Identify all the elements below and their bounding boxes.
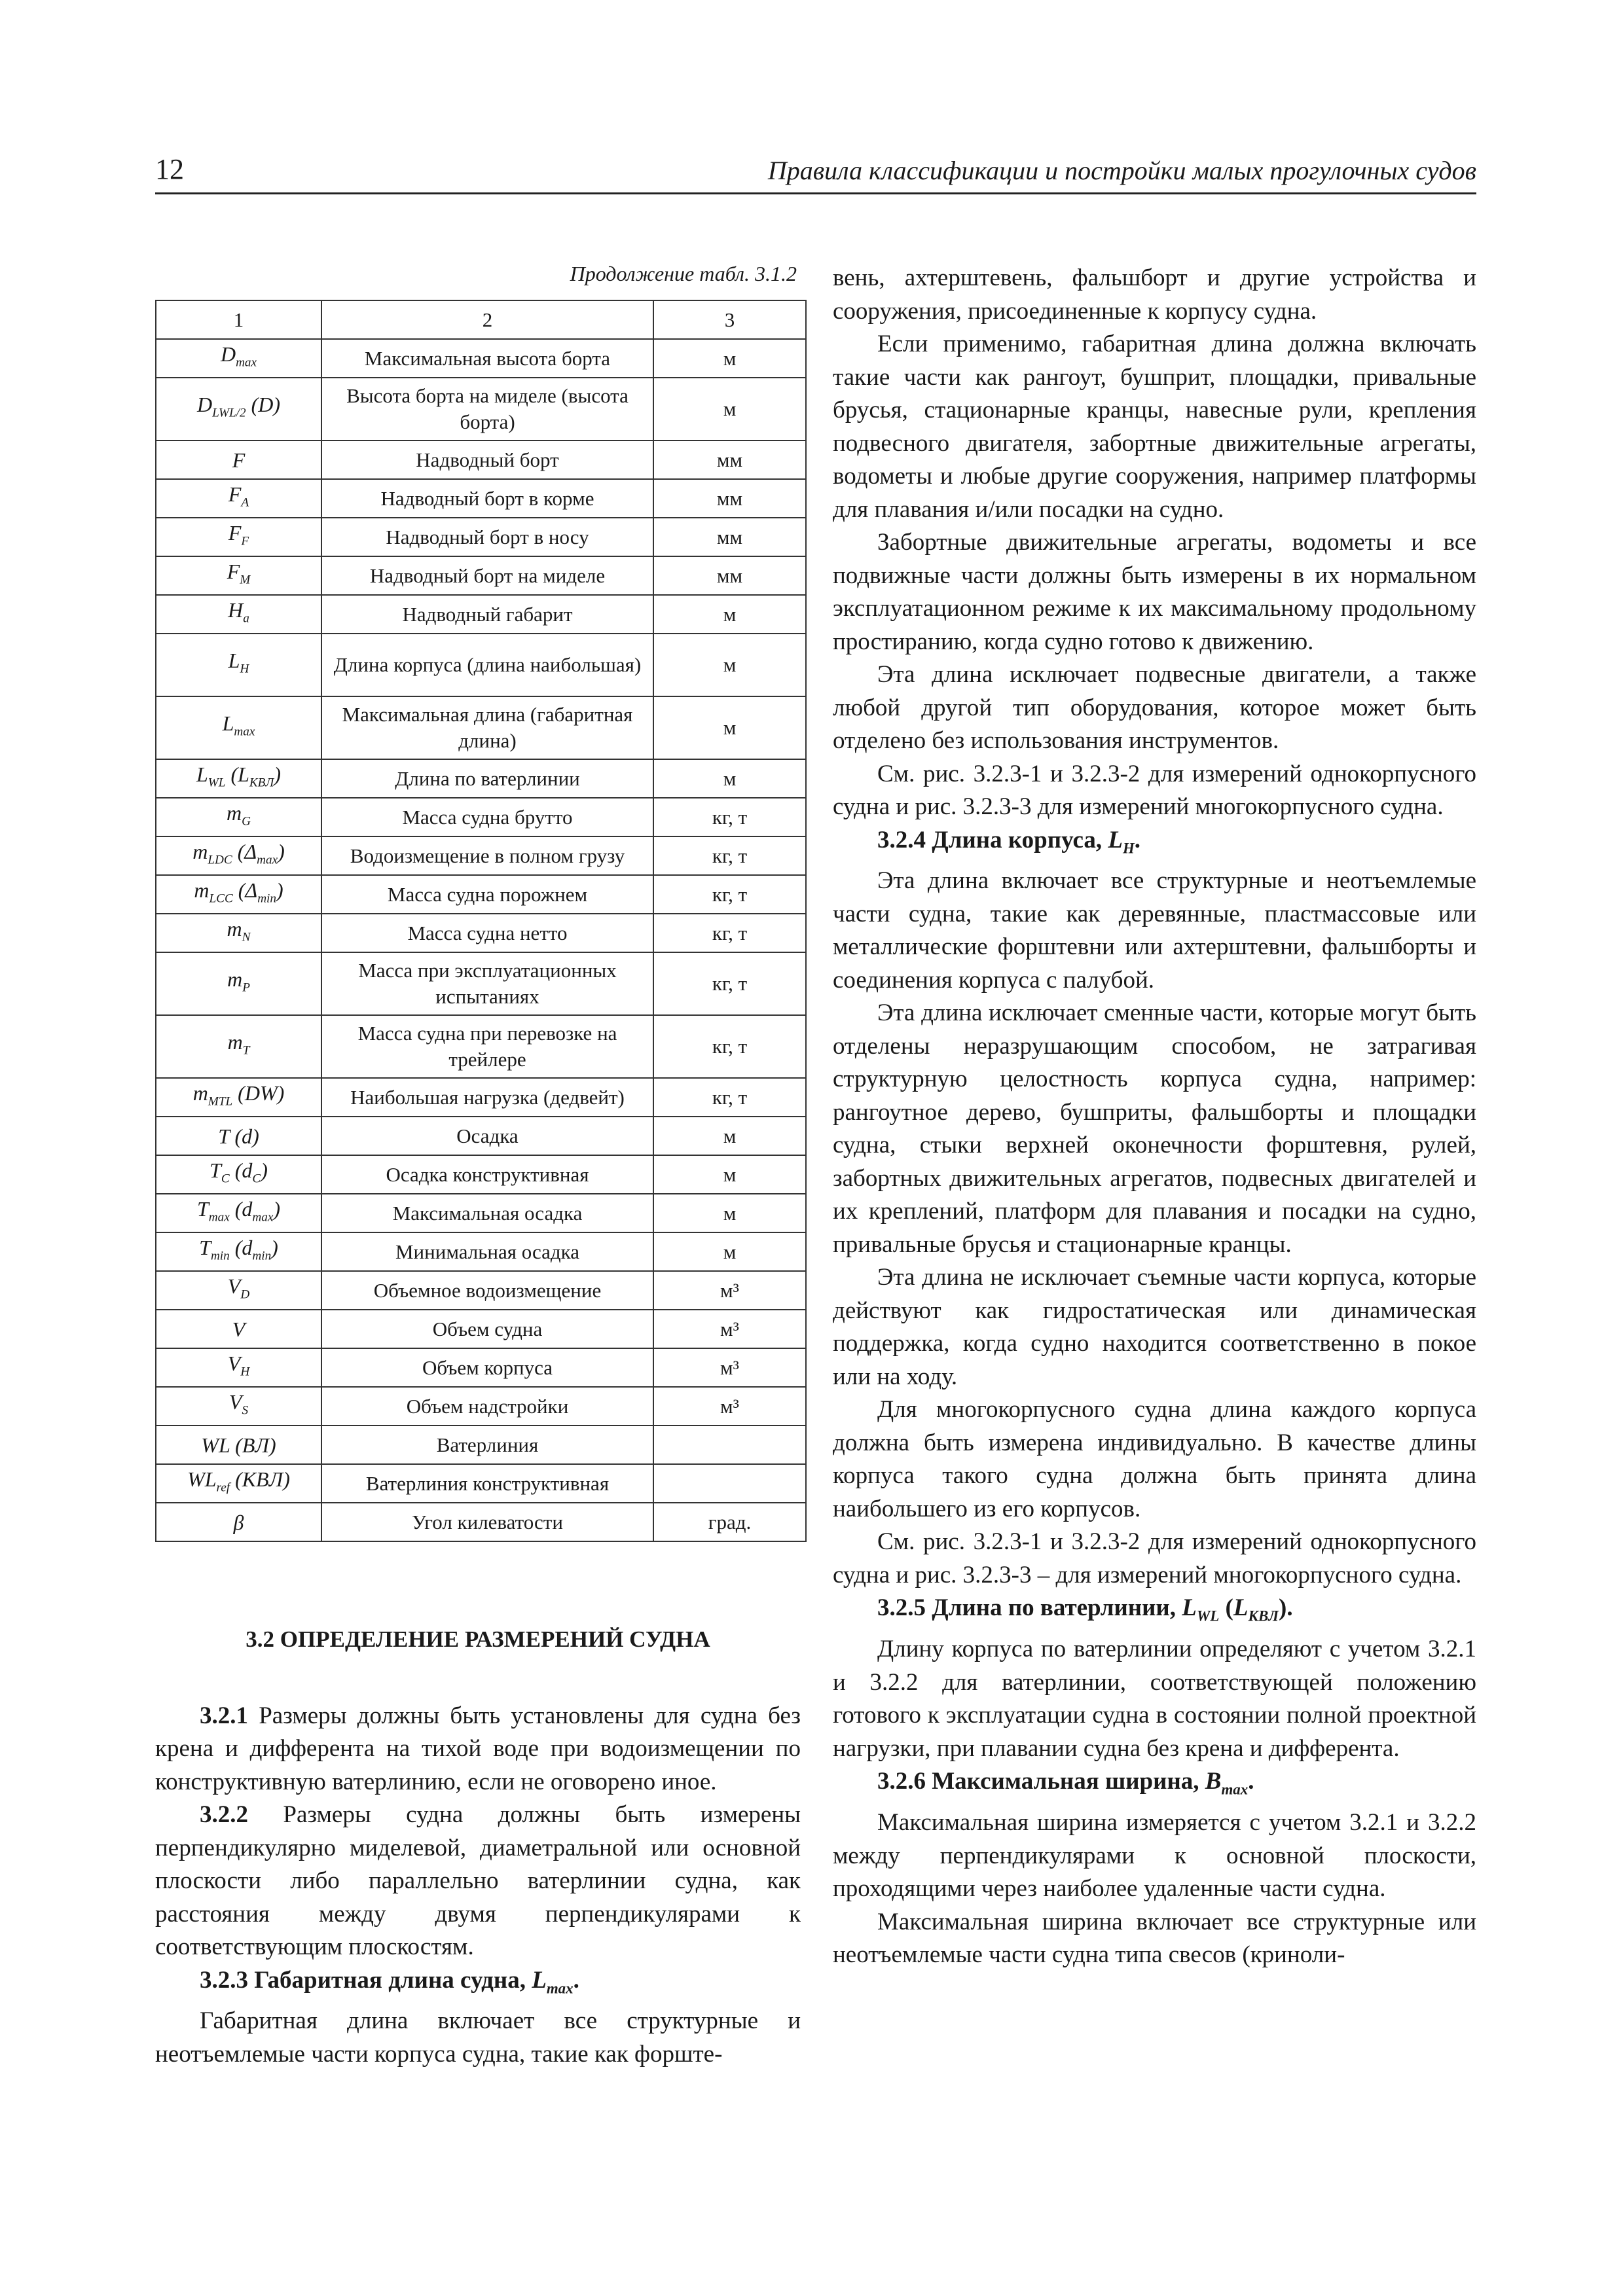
unit-cell: кг, т bbox=[653, 914, 806, 952]
column-header-3: 3 bbox=[653, 300, 806, 339]
paragraph-continued: вень, ахтерштевень, фальшборт и другие устройства и сооружения, присоединенные к корпусу судна. bbox=[833, 264, 1476, 325]
page-number: 12 bbox=[155, 153, 184, 185]
symbol-cell: $m_{LCC}$ $(\Delta_{min})$ bbox=[156, 875, 321, 914]
table-row bbox=[156, 1078, 806, 1117]
table-row bbox=[156, 914, 806, 952]
heading-3-2-3: 3.2.3 Габаритная длина судна, $L_{max}$. bbox=[200, 1966, 579, 1996]
description-cell: Максимальная длина (габаритная длина) bbox=[321, 696, 653, 759]
section-title: 3.2 ОПРЕДЕЛЕНИЕ РАЗМЕРЕНИЙ СУДНА bbox=[246, 1626, 710, 1652]
unit-cell: кг, т bbox=[653, 798, 806, 836]
table-caption: Продолжение табл. 3.1.2 bbox=[570, 262, 797, 285]
paragraph: Если применимо, габаритная длина должна включать такие части как рангоут, бушприт, площадки, привальные брусья, стационарные кранцы, навесные рули, крепления подвесного двигателя, забортные движительные агрегаты, водометы и любые другие сооружения, например платформы для плавания и/или посадки на судно. bbox=[833, 331, 1476, 523]
symbol-cell: $WL_{ref}$ (КВЛ) bbox=[156, 1464, 321, 1503]
table-row bbox=[156, 1271, 806, 1310]
table-row bbox=[156, 595, 806, 634]
description-cell: Ватерлиния конструктивная bbox=[321, 1464, 653, 1503]
description-cell: Надводный борт в корме bbox=[321, 479, 653, 518]
table-row bbox=[156, 479, 806, 518]
unit-cell: м³ bbox=[653, 1271, 806, 1310]
unit-cell: мм bbox=[653, 479, 806, 518]
unit-cell: кг, т bbox=[653, 1078, 806, 1117]
symbol-cell: $D_{LWL/2}$ (D) bbox=[156, 378, 321, 440]
left-column-text bbox=[155, 1623, 801, 2071]
table-row bbox=[156, 1464, 806, 1503]
description-cell: Минимальная осадка bbox=[321, 1232, 653, 1271]
description-cell: Масса судна нетто bbox=[321, 914, 653, 952]
paragraph: См. рис. 3.2.3-1 и 3.2.3-2 для измерений однокорпусного судна и рис. 3.2.3-3 – для измерений многокорпусного судна. bbox=[833, 1528, 1476, 1588]
description-cell: Объемное водоизмещение bbox=[321, 1271, 653, 1310]
symbol-cell: β bbox=[156, 1503, 321, 1541]
unit-cell: мм bbox=[653, 556, 806, 595]
description-cell: Осадка bbox=[321, 1117, 653, 1155]
unit-cell: м bbox=[653, 696, 806, 759]
table-row bbox=[156, 339, 806, 378]
unit-cell: м bbox=[653, 1155, 806, 1194]
description-cell: Объем корпуса bbox=[321, 1348, 653, 1387]
symbol-cell: $T_{max}$ $(d_{max})$ bbox=[156, 1194, 321, 1232]
unit-cell: м bbox=[653, 634, 806, 696]
symbol-cell: $L_{max}$ bbox=[156, 696, 321, 759]
table-row bbox=[156, 1155, 806, 1194]
table-row bbox=[156, 1348, 806, 1387]
symbol-cell: $m_G$ bbox=[156, 798, 321, 836]
page-header bbox=[155, 154, 1476, 194]
table-row bbox=[156, 440, 806, 479]
description-cell: Надводный габарит bbox=[321, 595, 653, 634]
heading-3-2-4: 3.2.4 Длина корпуса, $L_H$. bbox=[877, 826, 1141, 856]
symbol-cell: $T_C$ $(d_C)$ bbox=[156, 1155, 321, 1194]
table-row bbox=[156, 556, 806, 595]
paragraph: Для многокорпусного судна длина каждого корпуса должна быть измерена индивидуально. В качестве длины корпуса такого судна должна быть принята длина наибольшего из его корпусов. bbox=[833, 1396, 1476, 1522]
table-row bbox=[156, 378, 806, 440]
unit-cell: м bbox=[653, 759, 806, 798]
paragraph: Длину корпуса по ватерлинии определяют с учетом 3.2.1 и 3.2.2 для ватерлинии, соответствующей положению готового к эксплуатации судна в состоянии полной проектной нагрузки, при плавании судна без крена и дифферента. bbox=[833, 1636, 1476, 1762]
column-header-1: 1 bbox=[156, 300, 321, 339]
symbol-cell: $F_F$ bbox=[156, 518, 321, 556]
unit-cell: кг, т bbox=[653, 952, 806, 1015]
unit-cell: м bbox=[653, 595, 806, 634]
unit-cell: мм bbox=[653, 440, 806, 479]
description-cell: Угол килеватости bbox=[321, 1503, 653, 1541]
heading-3-2-5: 3.2.5 Длина по ватерлинии, $L_{WL}$ $(L_{КВЛ})$. bbox=[877, 1594, 1293, 1624]
unit-cell: м³ bbox=[653, 1387, 806, 1426]
table-header-row bbox=[156, 300, 806, 339]
clause-number: 3.2.1 bbox=[200, 1702, 248, 1729]
table-row bbox=[156, 696, 806, 759]
description-cell: Ватерлиния bbox=[321, 1426, 653, 1464]
symbol-cell: $D_{max}$ bbox=[156, 339, 321, 378]
table-row bbox=[156, 1503, 806, 1541]
symbol-cell: $V_H$ bbox=[156, 1348, 321, 1387]
unit-cell: кг, т bbox=[653, 1015, 806, 1078]
unit-cell: м bbox=[653, 1232, 806, 1271]
symbol-cell: $L_{WL}$ $(L_{КВЛ})$ bbox=[156, 759, 321, 798]
symbol-cell: $H_a$ bbox=[156, 595, 321, 634]
description-cell: Масса при эксплуатационных испытаниях bbox=[321, 952, 653, 1015]
paragraph-3-2-1: 3.2.1 Размеры должны быть установлены для судна без крена и дифферента на тихой воде при водоизмещении по конструктивную ватерлинию, если не оговорено иное. bbox=[155, 1702, 801, 1795]
unit-cell: м bbox=[653, 1117, 806, 1155]
paragraph: См. рис. 3.2.3-1 и 3.2.3-2 для измерений однокорпусного судна и рис. 3.2.3-3 для измерений многокорпусного судна. bbox=[833, 760, 1476, 820]
description-cell: Длина корпуса (длина наибольшая) bbox=[321, 634, 653, 696]
symbol-cell: $F_A$ bbox=[156, 479, 321, 518]
symbol-cell: $V_S$ bbox=[156, 1387, 321, 1426]
unit-cell: м bbox=[653, 339, 806, 378]
paragraph-3-2-2: 3.2.2 Размеры судна должны быть измерены перпендикулярно миделевой, диаметральной или основной плоскости либо параллельно ватерлинии судна, как расстояния между двумя перпендикулярами к соответствующим плоскостям. bbox=[155, 1801, 801, 1960]
unit-cell bbox=[653, 1464, 806, 1503]
paragraph: Эта длина исключает сменные части, которые могут быть отделены неразрушающим способом, не затрагивая структурную целостность корпуса судна, например: рангоутное дерево, бушприты, фальшборты и площадки судна, стыки верхней оконечности форштевня, рулей, забортных движительных агрегатов, подвесных двигателей и их креплений, платформ для плавания и посадки на судно, привальные брусья и стационарные кранцы. bbox=[833, 999, 1476, 1258]
table-row bbox=[156, 518, 806, 556]
description-cell: Максимальная осадка bbox=[321, 1194, 653, 1232]
description-cell: Объем судна bbox=[321, 1310, 653, 1348]
clause-number: 3.2.2 bbox=[200, 1801, 248, 1828]
table-row bbox=[156, 1387, 806, 1426]
description-cell: Наибольшая нагрузка (дедвейт) bbox=[321, 1078, 653, 1117]
right-column-text bbox=[833, 262, 1476, 1972]
symbol-cell: $m_P$ bbox=[156, 952, 321, 1015]
description-cell: Надводный борт на миделе bbox=[321, 556, 653, 595]
table-row bbox=[156, 875, 806, 914]
table-row bbox=[156, 1015, 806, 1078]
paragraph: Максимальная ширина включает все структурные или неотъемлемые части судна типа свесов (криноли- bbox=[833, 1908, 1476, 1969]
symbol-cell: V bbox=[156, 1310, 321, 1348]
description-cell: Высота борта на миделе (высота борта) bbox=[321, 378, 653, 440]
symbol-cell: $F_M$ bbox=[156, 556, 321, 595]
paragraph: Эта длина исключает подвесные двигатели, а также любой другой тип оборудования, которое может быть отделено без использования инструментов. bbox=[833, 661, 1476, 754]
table-row bbox=[156, 1232, 806, 1271]
unit-cell: кг, т bbox=[653, 875, 806, 914]
heading-3-2-6: 3.2.6 Максимальная ширина, $B_{max}$. bbox=[877, 1768, 1254, 1798]
symbol-cell: $m_N$ bbox=[156, 914, 321, 952]
unit-cell: м bbox=[653, 1194, 806, 1232]
description-cell: Максимальная высота борта bbox=[321, 339, 653, 378]
unit-cell: кг, т bbox=[653, 836, 806, 875]
column-header-2: 2 bbox=[321, 300, 653, 339]
table-row bbox=[156, 836, 806, 875]
description-cell: Масса судна брутто bbox=[321, 798, 653, 836]
description-cell: Надводный борт bbox=[321, 440, 653, 479]
symbol-cell: WL (ВЛ) bbox=[156, 1426, 321, 1464]
symbol-cell: $m_{LDC}$ $(\Delta_{max})$ bbox=[156, 836, 321, 875]
description-cell: Масса судна порожнем bbox=[321, 875, 653, 914]
table-row bbox=[156, 634, 806, 696]
description-cell: Осадка конструктивная bbox=[321, 1155, 653, 1194]
paragraph: Эта длина включает все структурные и неотъемлемые части судна, такие как деревянные, пластмассовые или металлические форштевни или ахтерштевни, фальшборты и соединения корпуса с палубой. bbox=[833, 867, 1476, 994]
paragraph: Эта длина не исключает съемные части корпуса, которые действуют как гидростатическая или динамическая поддержка, когда судно находится соответственно в покое или на ходу. bbox=[833, 1264, 1476, 1390]
description-cell: Масса судна при перевозке на трейлере bbox=[321, 1015, 653, 1078]
unit-cell: м bbox=[653, 378, 806, 440]
paragraph-3-2-3-a: Габаритная длина включает все структурные и неотъемлемые части корпуса судна, такие как форште- bbox=[155, 2007, 801, 2068]
table-row bbox=[156, 1194, 806, 1232]
unit-cell: град. bbox=[653, 1503, 806, 1541]
paragraph: Максимальная ширина измеряется с учетом 3.2.1 и 3.2.2 между перпендикулярами к основной плоскости, проходящими через наиболее удаленные части судна. bbox=[833, 1809, 1476, 1903]
symbol-cell: $m_{MTL}$ (DW) bbox=[156, 1078, 321, 1117]
table-row bbox=[156, 798, 806, 836]
paragraph: Забортные движительные агрегаты, водометы и все подвижные части должны быть измерены в их нормальном эксплуатационном режиме к их максимальному продольному простиранию, когда судно готово к движению. bbox=[833, 529, 1476, 655]
symbol-cell: $m_T$ bbox=[156, 1015, 321, 1078]
description-cell: Длина по ватерлинии bbox=[321, 759, 653, 798]
table-row bbox=[156, 759, 806, 798]
description-cell: Объем надстройки bbox=[321, 1387, 653, 1426]
description-cell: Водоизмещение в полном грузу bbox=[321, 836, 653, 875]
unit-cell: мм bbox=[653, 518, 806, 556]
table-row bbox=[156, 1310, 806, 1348]
table-row bbox=[156, 952, 806, 1015]
unit-cell: м³ bbox=[653, 1310, 806, 1348]
dimensions-table bbox=[155, 300, 807, 1542]
unit-cell bbox=[653, 1426, 806, 1464]
running-title: Правила классификации и постройки малых прогулочных судов bbox=[767, 156, 1476, 185]
description-cell: Надводный борт в носу bbox=[321, 518, 653, 556]
unit-cell: м³ bbox=[653, 1348, 806, 1387]
symbol-cell: F bbox=[156, 440, 321, 479]
table-row bbox=[156, 1426, 806, 1464]
symbol-cell: $L_H$ bbox=[156, 634, 321, 696]
symbol-cell: $T_{min}$ $(d_{min})$ bbox=[156, 1232, 321, 1271]
symbol-cell: T (d) bbox=[156, 1117, 321, 1155]
symbol-cell: $V_D$ bbox=[156, 1271, 321, 1310]
table-row bbox=[156, 1117, 806, 1155]
